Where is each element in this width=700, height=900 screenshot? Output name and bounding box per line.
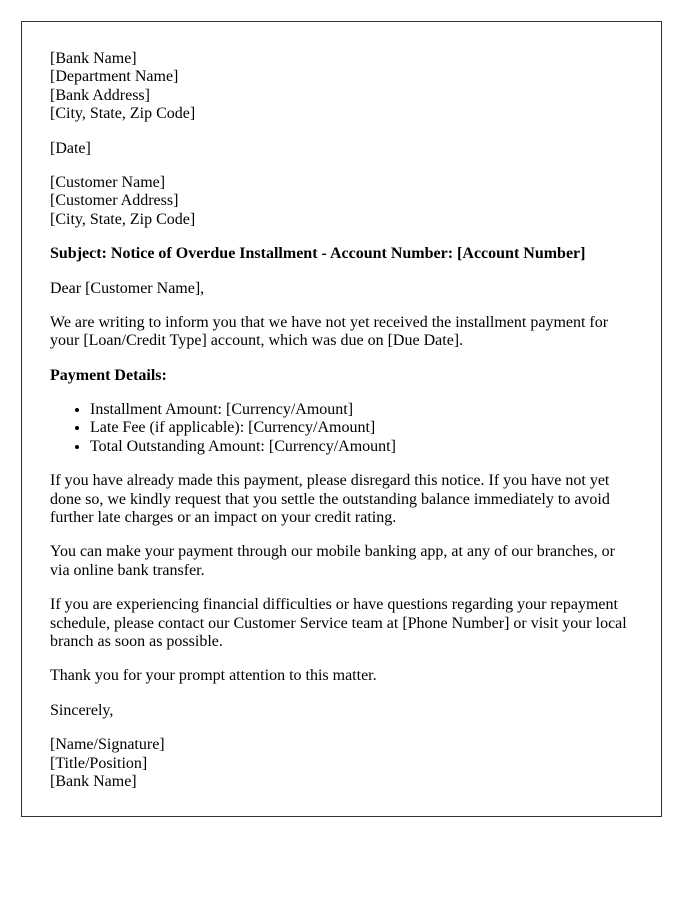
- sender-bank-name: [Bank Name]: [50, 50, 137, 67]
- signature-block: [50, 736, 633, 791]
- sender-block: [50, 50, 633, 124]
- difficulties-paragraph: If you are experiencing financial difficulties or have questions regarding your repayment schedule, please contact our Customer Service team at [Phone Number] or visit your local branch as soon as possible.: [50, 596, 627, 650]
- payment-methods-paragraph: You can make your payment through our mobile banking app, at any of our branches, or via online bank transfer.: [50, 543, 615, 579]
- sender-city-state-zip: [City, State, Zip Code]: [50, 105, 196, 123]
- sender-bank-address: [Bank Address]: [50, 86, 150, 104]
- payment-details-list: [50, 401, 633, 456]
- intro-paragraph: We are writing to inform you that we have not yet received the installment payment for your [Loan/Credit Type] account, which was due on [Due Date].: [50, 313, 609, 350]
- signature-name: [Name/Signature]: [50, 736, 165, 754]
- disregard-paragraph: If you have already made this payment, please disregard this notice. If you have not yet done so, we kindly request that you settle the outstanding balance immediately to avoid further late charges or an impact on your credit rating.: [50, 472, 610, 527]
- salutation: Dear [Customer Name],: [50, 279, 205, 297]
- payment-detail-item-late-fee: • Late Fee (if applicable): [Currency/Amount]: [90, 419, 633, 437]
- closing: Sincerely,: [50, 701, 114, 719]
- subject-line: Subject: Notice of Overdue Installment - Account Number: [Account Number]: [50, 245, 586, 263]
- recipient-city-state-zip: [City, State, Zip Code]: [50, 210, 196, 228]
- date-line: [Date]: [50, 139, 91, 157]
- payment-detail-item-installment: • Installment Amount: [Currency/Amount]: [90, 401, 633, 419]
- recipient-block: [50, 174, 633, 229]
- signature-bank-name: [Bank Name]: [50, 772, 137, 790]
- payment-details-heading: Payment Details:: [50, 366, 167, 384]
- signature-title: [Title/Position]: [50, 754, 148, 772]
- recipient-customer-address: [Customer Address]: [50, 192, 179, 210]
- recipient-customer-name: [Customer Name]: [50, 173, 166, 191]
- payment-detail-item-total-outstanding: • Total Outstanding Amount: [Currency/Amount]: [90, 438, 633, 456]
- thanks-paragraph: Thank you for your prompt attention to this matter.: [50, 667, 377, 685]
- sender-department-name: [Department Name]: [50, 68, 179, 86]
- letter-page: [21, 21, 662, 817]
